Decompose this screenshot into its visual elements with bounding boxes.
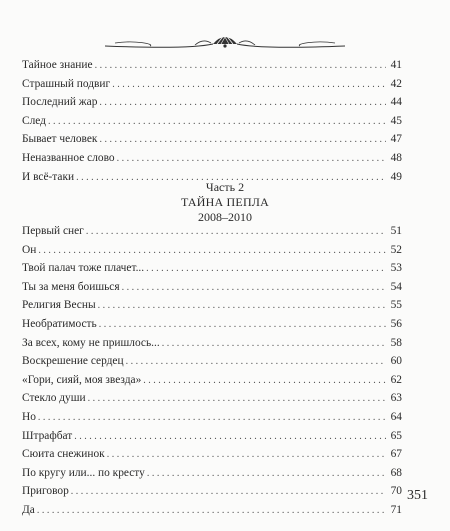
dot-leader xyxy=(37,502,386,521)
toc-entry-title: След xyxy=(22,114,46,127)
toc-entry-title: «Гори, сияй, моя звезда» xyxy=(22,373,142,386)
toc-entry-page: 47 xyxy=(390,133,402,146)
dot-leader xyxy=(74,428,386,447)
toc-entry xyxy=(22,130,402,149)
toc-entry-title: Первый снег xyxy=(22,225,84,237)
toc-entry-title: За всех, кому не пришлось... xyxy=(22,336,160,349)
toc-entry-title: Твой палач тоже плачет... xyxy=(22,262,145,275)
toc-entry-title: Но xyxy=(22,410,36,423)
toc-entry-page: 67 xyxy=(390,448,402,461)
toc-entry xyxy=(22,371,402,390)
toc-entry-page: 64 xyxy=(390,410,402,423)
toc-entry-page: 41 xyxy=(390,59,402,71)
toc-entry xyxy=(22,445,402,464)
dot-leader xyxy=(99,316,386,335)
toc-entry-title: Сюита снежинок xyxy=(22,448,105,461)
page-number: 351 xyxy=(407,488,428,503)
toc-entry-title: По кругу или... по кресту xyxy=(22,466,145,479)
toc-entry-page: 44 xyxy=(390,96,402,109)
dot-leader xyxy=(99,131,386,150)
toc-entry-title: Последний жар xyxy=(22,96,98,109)
dot-leader xyxy=(88,390,386,409)
toc-entry-title: Приговор xyxy=(22,485,69,498)
toc-entry-title: Ты за меня боишься xyxy=(22,280,120,293)
toc-part-1 xyxy=(22,56,402,186)
dot-leader xyxy=(107,446,386,465)
part-heading xyxy=(0,180,450,225)
toc-entry-title: Воскрешение сердец xyxy=(22,355,124,368)
toc-entry xyxy=(22,389,402,408)
toc-entry xyxy=(22,278,402,297)
dot-leader xyxy=(95,57,386,76)
toc-entry xyxy=(22,352,402,371)
toc-entry xyxy=(22,259,402,278)
toc-entry-title: Неназванное слово xyxy=(22,151,115,164)
dot-leader xyxy=(98,297,386,316)
toc-entry-page: 65 xyxy=(390,429,402,442)
dot-leader xyxy=(117,150,386,169)
dot-leader xyxy=(122,279,386,298)
toc-entry-page: 63 xyxy=(390,392,402,405)
toc-entry-title: Страшный подвиг xyxy=(22,77,111,90)
toc-entry xyxy=(22,464,402,483)
toc-part-2 xyxy=(22,222,402,520)
toc-entry-title: И всё-таки xyxy=(22,170,75,183)
dot-leader xyxy=(126,353,386,372)
toc-entry xyxy=(22,56,402,75)
toc-entry xyxy=(22,334,402,353)
toc-entry xyxy=(22,149,402,168)
toc-entry-page: 51 xyxy=(390,225,402,237)
toc-entry-page: 42 xyxy=(390,77,402,90)
toc-entry-title: Необратимость xyxy=(22,317,97,330)
toc-entry xyxy=(22,75,402,94)
toc-entry-title: Да xyxy=(22,503,35,516)
part-title: ТАЙНА ПЕПЛА xyxy=(180,195,270,209)
toc-entry-page: 68 xyxy=(390,466,402,479)
dot-leader xyxy=(143,372,386,391)
toc-entry-page: 56 xyxy=(390,317,402,330)
toc-entry xyxy=(22,408,402,427)
part-years: 2008–2010 xyxy=(198,210,252,224)
toc-entry-page: 62 xyxy=(390,373,402,386)
toc-entry-page: 45 xyxy=(390,114,402,127)
toc-entry-page: 49 xyxy=(390,170,402,183)
dot-leader xyxy=(48,113,386,132)
toc-entry-page: 54 xyxy=(390,280,402,293)
toc-entry-title: Тайное знание xyxy=(22,59,93,71)
toc-entry-page: 58 xyxy=(390,336,402,349)
dot-leader xyxy=(99,94,386,113)
toc-entry-title: Он xyxy=(22,243,37,256)
toc-entry-page: 48 xyxy=(390,151,402,164)
toc-entry xyxy=(22,427,402,446)
dot-leader xyxy=(147,465,386,484)
dot-leader xyxy=(112,76,386,95)
toc-entry xyxy=(22,112,402,131)
toc-entry-title: Бывает человек xyxy=(22,133,98,146)
dot-leader xyxy=(86,223,386,242)
dot-leader xyxy=(38,409,386,428)
toc-entry-title: Стекло души xyxy=(22,392,86,405)
toc-entry xyxy=(22,482,402,501)
toc-entry-page: 60 xyxy=(390,355,402,368)
toc-entry xyxy=(22,241,402,260)
toc-entry-title: Религия Весны xyxy=(22,299,96,312)
toc-entry xyxy=(22,296,402,315)
toc-entry xyxy=(22,501,402,520)
dot-leader xyxy=(146,260,386,279)
header-ornament xyxy=(95,28,355,50)
dot-leader xyxy=(162,335,386,354)
dot-leader xyxy=(71,483,386,502)
part-label: Часть 2 xyxy=(205,180,245,194)
toc-entry xyxy=(22,315,402,334)
toc-entry-title: Штрафбат xyxy=(22,429,73,442)
toc-entry xyxy=(22,222,402,241)
toc-entry-page: 55 xyxy=(390,299,402,312)
toc-entry-page: 52 xyxy=(390,243,402,256)
toc-entry xyxy=(22,93,402,112)
toc-entry-page: 70 xyxy=(390,485,402,498)
toc-entry-page: 53 xyxy=(390,262,402,275)
dot-leader xyxy=(38,242,386,261)
toc-entry-page: 71 xyxy=(390,503,402,516)
